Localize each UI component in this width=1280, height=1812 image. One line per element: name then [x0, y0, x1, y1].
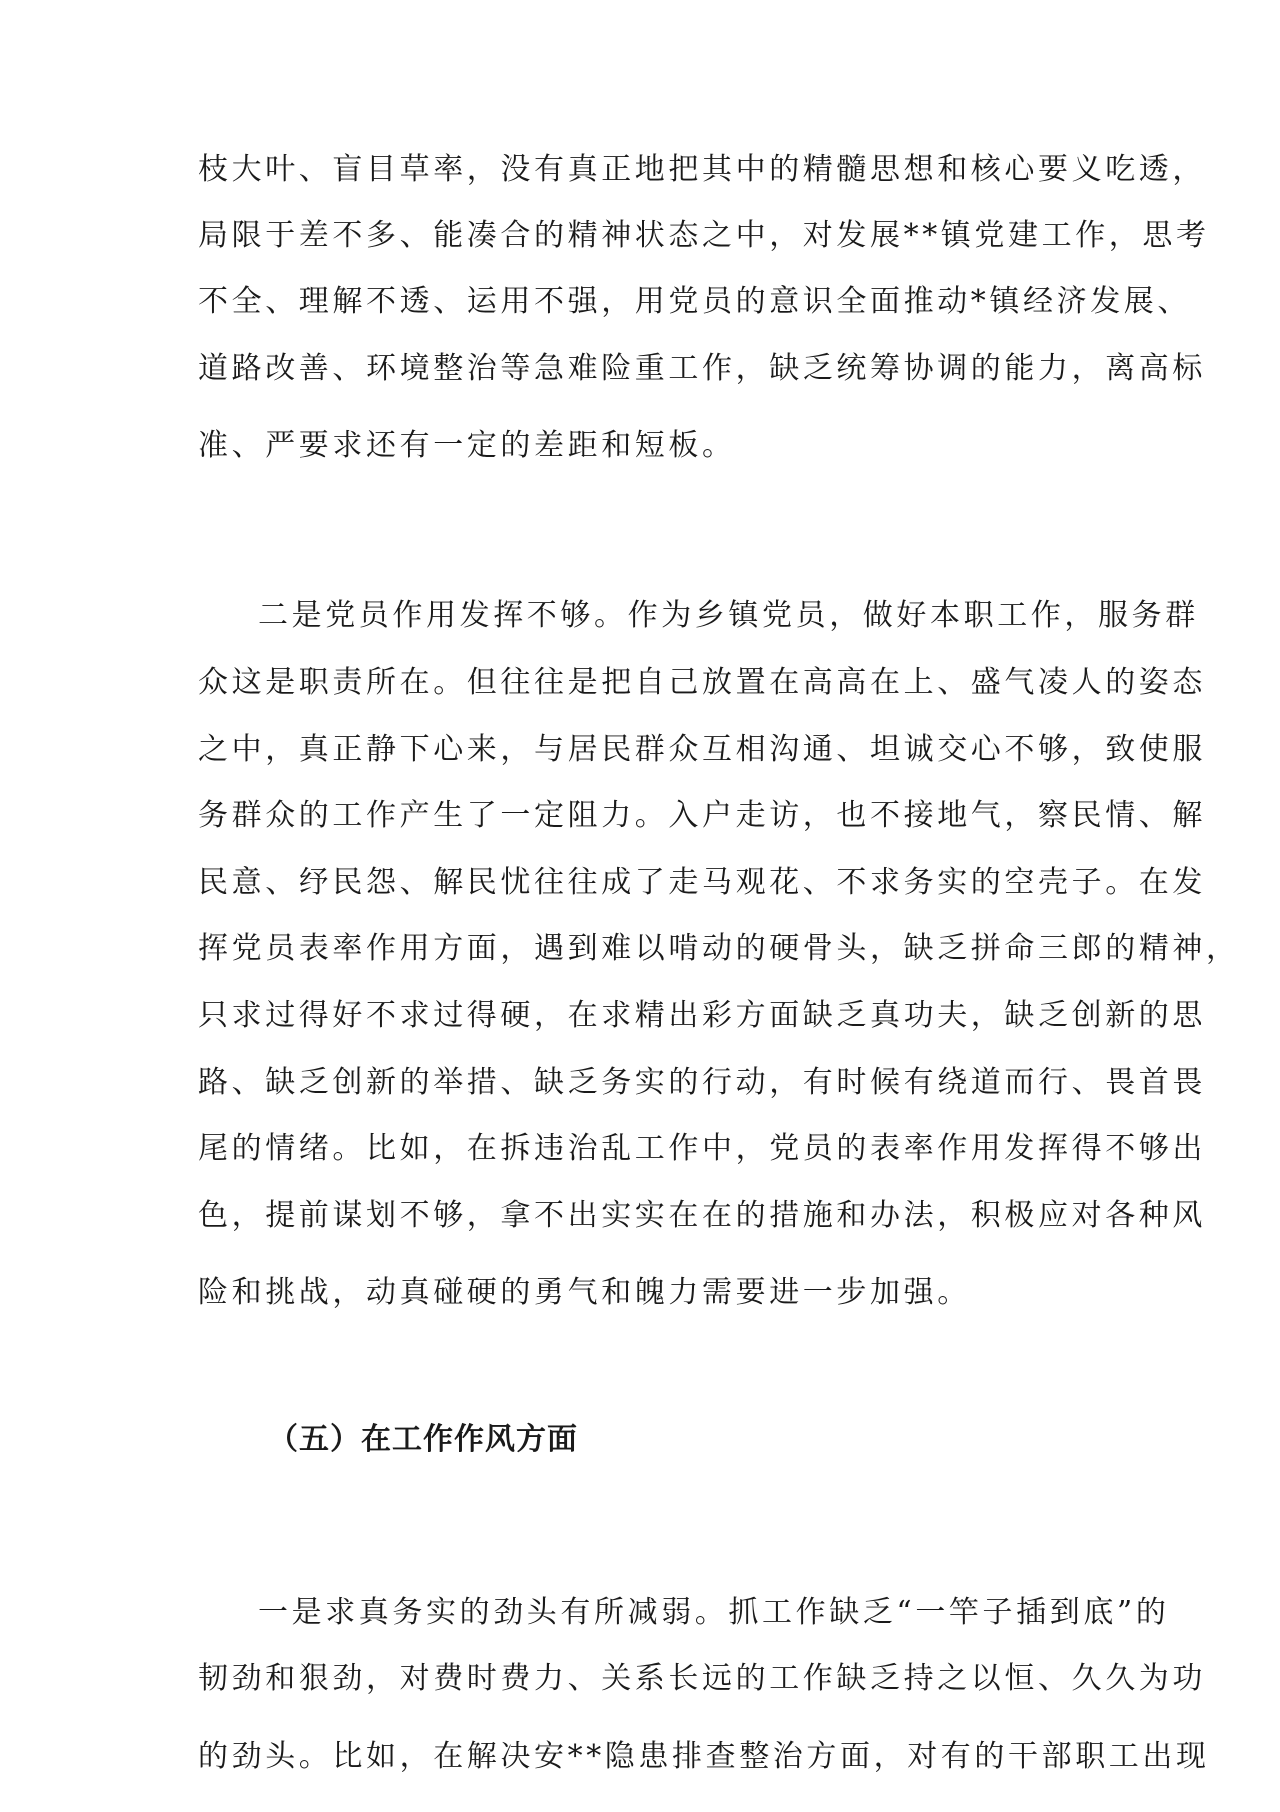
paragraph-2-line-11: 险和挑战，动真碰硬的勇气和魄力需要进一步加强。 [198, 1275, 971, 1310]
paragraph-2-line-1: 二是党员作用发挥不够。作为乡镇党员，做好本职工作，服务群 [258, 598, 1199, 633]
paragraph-2-line-9: 尾的情绪。比如，在拆违治乱工作中，党员的表率作用发挥得不够出 [198, 1131, 1206, 1166]
section-heading: （五）在工作作风方面 [268, 1422, 578, 1457]
paragraph-1-line-1: 枝大叶、盲目草率，没有真正地把其中的精髓思想和核心要义吃透， [198, 152, 1206, 187]
paragraph-2-line-2: 众这是职责所在。但往往是把自己放置在高高在上、盛气凌人的姿态 [198, 665, 1206, 700]
paragraph-2-line-7: 只求过得好不求过得硬，在求精出彩方面缺乏真功夫，缺乏创新的思 [198, 998, 1206, 1033]
paragraph-1-line-4: 道路改善、环境整治等急难险重工作，缺乏统筹协调的能力，离高标 [198, 351, 1206, 386]
paragraph-3-line-1: 一是求真务实的劲头有所减弱。抓工作缺乏“一竿子插到底”的 [258, 1595, 1170, 1630]
paragraph-2-line-8: 路、缺乏创新的举措、缺乏务实的行动，有时候有绕道而行、畏首畏 [198, 1065, 1206, 1100]
paragraph-1-line-3: 不全、理解不透、运用不强，用党员的意识全面推动*镇经济发展、 [198, 284, 1191, 319]
paragraph-3-line-2: 韧劲和狠劲，对费时费力、关系长远的工作缺乏持之以恒、久久为功 [198, 1661, 1206, 1696]
paragraph-2-line-3: 之中，真正静下心来，与居民群众互相沟通、坦诚交心不够，致使服 [198, 732, 1206, 767]
paragraph-2-line-6: 挥党员表率作用方面，遇到难以啃动的硬骨头，缺乏拼命三郎的精神， [198, 931, 1240, 966]
paragraph-1-line-5: 准、严要求还有一定的差距和短板。 [198, 428, 736, 463]
paragraph-3-line-3: 的劲头。比如，在解决安**隐患排查整治方面，对有的干部职工出现 [198, 1739, 1210, 1774]
paragraph-2-line-5: 民意、纾民怨、解民忧往往成了走马观花、不求务实的空壳子。在发 [198, 865, 1206, 900]
paragraph-2-line-4: 务群众的工作产生了一定阻力。入户走访，也不接地气，察民情、解 [198, 798, 1206, 833]
paragraph-2-line-10: 色，提前谋划不够，拿不出实实在在的措施和办法，积极应对各种风 [198, 1198, 1206, 1233]
paragraph-1-line-2: 局限于差不多、能凑合的精神状态之中，对发展**镇党建工作，思考 [198, 218, 1210, 253]
